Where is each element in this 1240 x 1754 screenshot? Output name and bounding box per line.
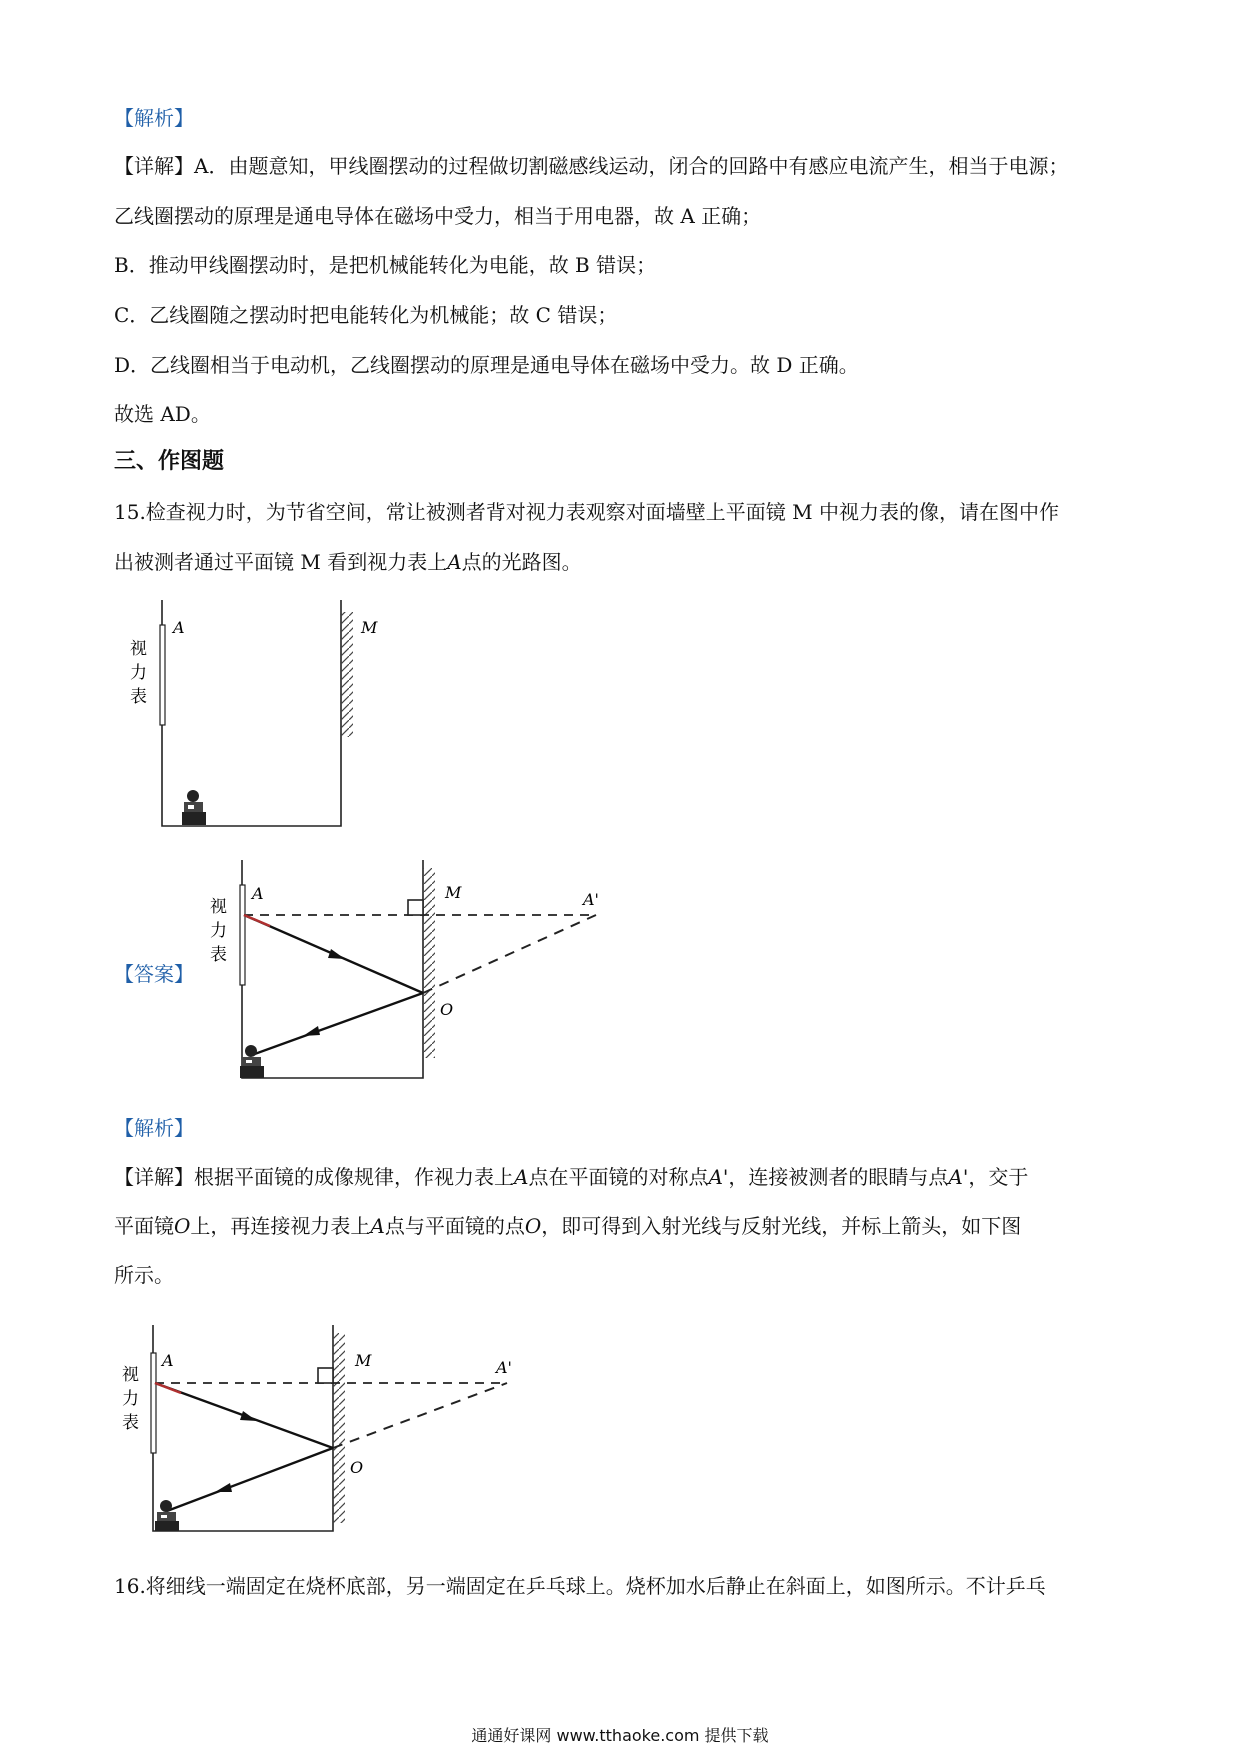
eye-chart-bar xyxy=(240,885,245,985)
mirror-hatch xyxy=(341,612,353,737)
point-o-label: O xyxy=(440,1000,454,1019)
section-heading: 三、作图题 xyxy=(114,449,225,474)
detail-line: D．乙线圈相当于电动机，乙线圈摆动的原理是通电导体在磁场中受力。故 D 正确。 xyxy=(114,353,859,377)
text: 平面镜 xyxy=(114,1214,174,1238)
mirror-hatch xyxy=(423,868,435,1058)
reflected-arrow xyxy=(303,1026,320,1036)
person-icon xyxy=(182,790,206,825)
eye-chart-label: 视力表 xyxy=(130,639,147,707)
var-a: A xyxy=(447,550,462,574)
reflected-ray xyxy=(167,1448,333,1511)
var-a: A xyxy=(514,1165,529,1189)
incident-ray-start xyxy=(155,1383,181,1393)
text: ，交于 xyxy=(968,1165,1029,1189)
person-icon xyxy=(155,1500,179,1531)
detail-line: 所示。 xyxy=(114,1263,174,1287)
text: ，连接被测者的眼睛与点 xyxy=(728,1165,949,1189)
virtual-ray xyxy=(423,915,596,993)
question-15-line xyxy=(114,550,582,574)
detail-line: C．乙线圈随之摆动时把电能转化为机械能；故 C 错误； xyxy=(114,303,618,327)
var-a-prime: A' xyxy=(708,1165,729,1189)
incident-arrow xyxy=(240,1411,257,1421)
room-outline xyxy=(153,1325,333,1531)
var-o: O xyxy=(174,1214,191,1238)
point-a-prime-label: A' xyxy=(496,1358,512,1377)
text: 【详解】根据平面镜的成像规律，作视力表上 xyxy=(114,1165,514,1189)
text: 出被测者通过平面镜 M 看到视力表上 xyxy=(114,550,448,574)
var-a-prime: A' xyxy=(948,1165,969,1189)
virtual-ray xyxy=(333,1383,507,1448)
right-angle-mark xyxy=(318,1368,333,1383)
point-a-label: A xyxy=(162,1351,174,1370)
person-icon xyxy=(240,1045,264,1078)
text: 点在平面镜的对称点 xyxy=(528,1165,709,1189)
detail-line: B．推动甲线圈摆动时，是把机械能转化为电能，故 B 错误； xyxy=(114,253,657,277)
var-a: A xyxy=(370,1214,385,1238)
question-figure xyxy=(125,600,378,840)
text: ，即可得到入射光线与反射光线，并标上箭头，如下图 xyxy=(541,1214,1022,1238)
point-a-label: A xyxy=(252,884,264,903)
point-o-label: O xyxy=(350,1458,364,1477)
eye-chart-bar xyxy=(160,625,165,725)
reflected-arrow xyxy=(215,1483,232,1492)
question-16-line: 16.将细线一端固定在烧杯底部，另一端固定在乒乓球上。烧杯加水后静止在斜面上，如图所示。不计乒乓 xyxy=(114,1574,1046,1598)
eye-chart-label: 视力表 xyxy=(210,897,227,965)
point-a-label: A xyxy=(173,618,185,637)
eye-chart-bar xyxy=(151,1353,156,1453)
analysis-label: 【解析】 xyxy=(114,1116,194,1140)
text: 点与平面镜的点 xyxy=(384,1214,525,1238)
reflected-ray xyxy=(252,993,423,1055)
room-outline xyxy=(242,860,423,1078)
point-a-prime-label: A' xyxy=(583,890,599,909)
solution-figure xyxy=(115,1325,535,1555)
analysis-label: 【解析】 xyxy=(114,106,194,130)
answer-label: 【答案】 xyxy=(114,962,194,986)
detail-line xyxy=(114,1214,1021,1238)
detail-line xyxy=(114,1165,1028,1189)
answer-figure xyxy=(200,860,620,1090)
detail-line: 乙线圈摆动的原理是通电导体在磁场中受力，相当于用电器，故 A 正确； xyxy=(114,204,762,228)
text: 点的光路图。 xyxy=(461,550,582,574)
question-15-line: 15.检查视力时，为节省空间，常让被测者背对视力表观察对面墙壁上平面镜 M 中视力表的像，请在图中作 xyxy=(114,500,1059,524)
mirror-m-label: M xyxy=(355,1351,372,1370)
mirror-m-label: M xyxy=(361,618,378,637)
detail-line: 【详解】A．由题意知，甲线圈摆动的过程做切割磁感线运动，闭合的回路中有感应电流产生，相当于电源； xyxy=(114,154,1069,178)
text: 上，再连接视力表上 xyxy=(190,1214,371,1238)
incident-arrow xyxy=(328,949,345,959)
page-footer: 通通好课网 www.tthaoke.com 提供下载 xyxy=(471,1726,769,1745)
detail-line: 故选 AD。 xyxy=(114,402,211,426)
var-o: O xyxy=(524,1214,542,1238)
incident-ray-start xyxy=(244,915,270,926)
eye-chart-label: 视力表 xyxy=(122,1365,139,1433)
mirror-hatch xyxy=(333,1333,345,1523)
mirror-m-label: M xyxy=(445,883,462,902)
right-angle-mark xyxy=(408,900,423,915)
